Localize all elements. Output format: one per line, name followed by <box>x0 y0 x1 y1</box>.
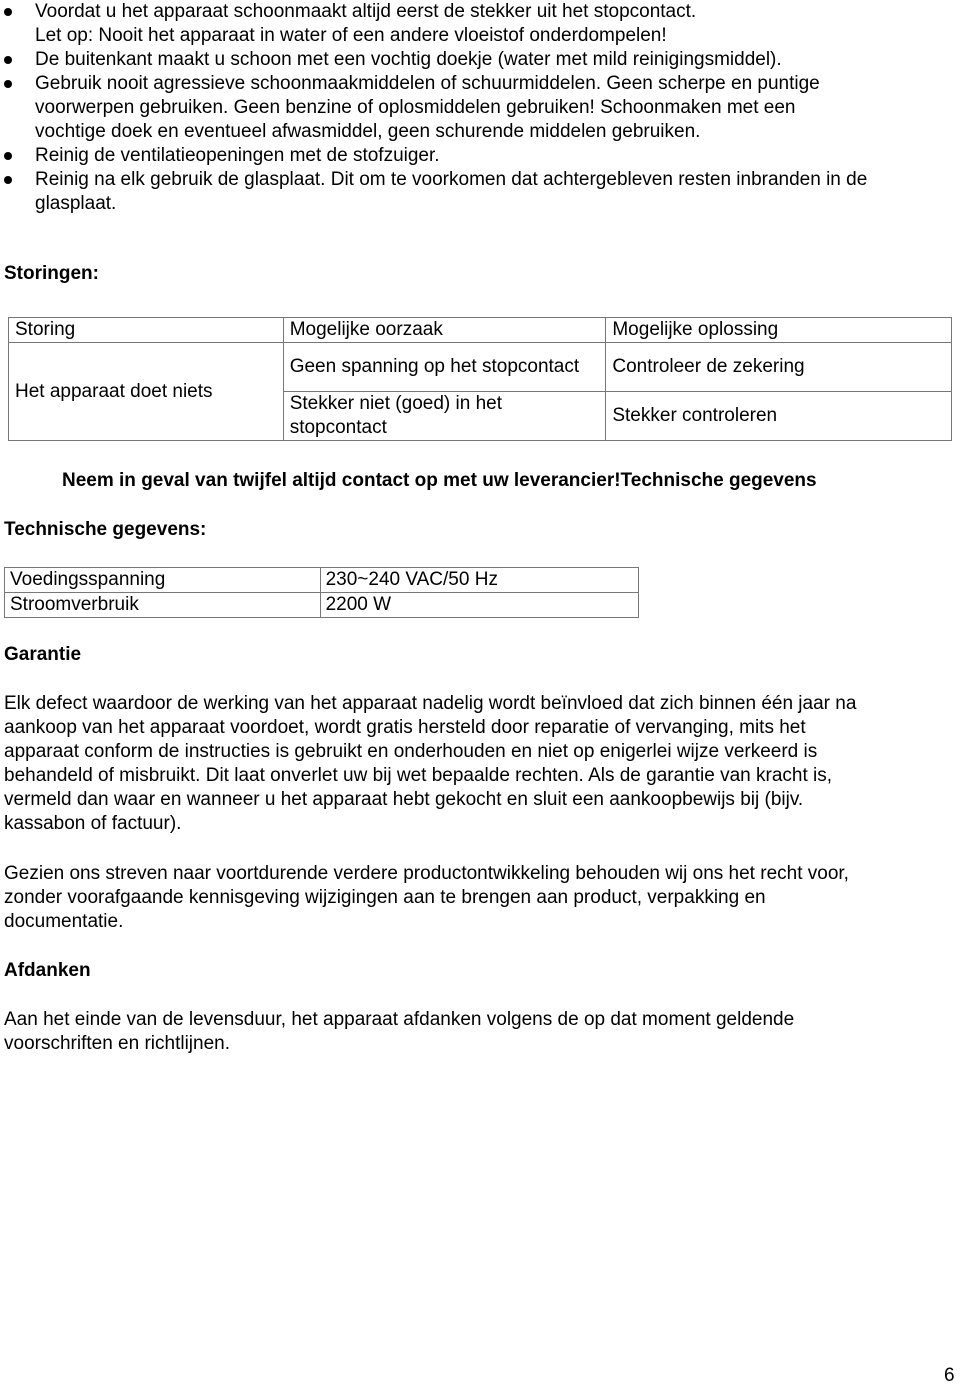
storingen-heading: Storingen: <box>4 263 99 284</box>
list-item-line: Reinig na elk gebruik de glasplaat. Dit om te voorkomen dat achtergebleven resten inbranden in de <box>35 169 868 190</box>
list-item <box>0 48 960 72</box>
table-row <box>9 343 952 392</box>
list-item <box>0 168 960 216</box>
paragraph-line: vermeld dan waar en wanneer u het apparaat hebt gekocht en sluit een aankoopbewijs bij (bijv. <box>4 789 804 810</box>
solution-cell: Controleer de zekering <box>606 343 952 392</box>
list-item-line: De buitenkant maakt u schoon met een vochtig doekje (water met mild reinigingsmiddel). <box>35 49 782 70</box>
page-number: 6 <box>944 1365 955 1386</box>
development-paragraph <box>4 862 956 934</box>
cause-cell: Geen spanning op het stopcontact <box>283 343 606 392</box>
cause-cell: Stekker niet (goed) in het stopcontact <box>283 392 606 441</box>
column-header: Mogelijke oorzaak <box>283 318 606 343</box>
paragraph-line: behandeld of misbruikt. Dit laat onverlet uw bij wet bepaalde rechten. Als de garantie van kracht is, <box>4 765 833 786</box>
paragraph-line: documentatie. <box>4 911 124 932</box>
paragraph-line: Elk defect waardoor de werking van het apparaat nadelig wordt beïnvloed dat zich binnen één jaar na <box>4 693 857 714</box>
list-item-line: Reinig de ventilatieopeningen met de stofzuiger. <box>35 145 440 166</box>
paragraph-line: kassabon of factuur). <box>4 813 182 834</box>
paragraph-line: voorschriften en richtlijnen. <box>4 1033 230 1054</box>
spec-value: 2200 W <box>320 593 638 618</box>
table-header-row <box>9 318 952 343</box>
paragraph-line: Gezien ons streven naar voortdurende verdere productontwikkeling behouden wij ons het recht voor, <box>4 863 849 884</box>
table-row <box>5 593 639 618</box>
paragraph-line: apparaat conform de instructies is gebruikt en onderhouden en niet op enigerlei wijze verkeerd is <box>4 741 818 762</box>
technical-heading: Technische gegevens: <box>4 519 207 540</box>
spec-label: Voedingsspanning <box>5 568 321 593</box>
technical-table <box>4 567 639 618</box>
spec-value: 230~240 VAC/50 Hz <box>320 568 638 593</box>
paragraph-line: zonder voorafgaande kennisgeving wijzigingen aan te brengen aan product, verpakking en <box>4 887 766 908</box>
list-item <box>0 144 960 168</box>
list-item <box>0 0 960 48</box>
garantie-heading: Garantie <box>4 644 82 665</box>
column-header: Storing <box>9 318 284 343</box>
maintenance-list <box>0 0 960 216</box>
spec-label: Stroomverbruik <box>5 593 321 618</box>
solution-cell: Stekker controleren <box>606 392 952 441</box>
list-item-line: Let op: Nooit het apparaat in water of een andere vloeistof onderdompelen! <box>35 25 667 46</box>
list-item-line: vochtige doek en eventueel afwasmiddel, geen schurende middelen gebruiken. <box>35 121 701 142</box>
list-item-line: Voordat u het apparaat schoonmaakt altijd eerst de stekker uit het stopcontact. <box>35 1 697 22</box>
afdanken-paragraph <box>4 1008 956 1056</box>
afdanken-heading: Afdanken <box>4 960 91 981</box>
supplier-notice: Neem in geval van twijfel altijd contact op met uw leverancier!Technische gegevens <box>62 470 817 491</box>
table-row <box>5 568 639 593</box>
column-header: Mogelijke oplossing <box>606 318 952 343</box>
list-item <box>0 72 960 144</box>
list-item-line: Gebruik nooit agressieve schoonmaakmiddelen of schuurmiddelen. Geen scherpe en puntige <box>35 73 820 94</box>
list-item-line: voorwerpen gebruiken. Geen benzine of oplosmiddelen gebruiken! Schoonmaken met een <box>35 97 796 118</box>
paragraph-line: Aan het einde van de levensduur, het apparaat afdanken volgens de op dat moment geldende <box>4 1009 795 1030</box>
problem-cell: Het apparaat doet niets <box>9 343 284 441</box>
storingen-table <box>8 317 952 441</box>
garantie-paragraph <box>4 692 956 836</box>
paragraph-line: aankoop van het apparaat voordoet, wordt gratis hersteld door reparatie of vervanging, mits het <box>4 717 806 738</box>
list-item-line: glasplaat. <box>35 193 117 214</box>
